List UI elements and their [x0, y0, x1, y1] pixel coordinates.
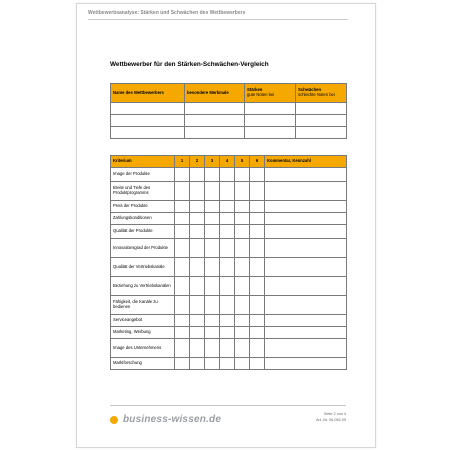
grade-cell[interactable] — [190, 225, 205, 239]
grade-cell[interactable] — [220, 213, 235, 225]
comment-cell[interactable] — [265, 182, 347, 201]
table-cell[interactable] — [245, 115, 296, 127]
grade-cell[interactable] — [220, 182, 235, 201]
grade-cell[interactable] — [235, 296, 250, 315]
grade-cell[interactable] — [190, 182, 205, 201]
comment-cell[interactable] — [265, 277, 347, 296]
col-header-grade-4: 4 — [220, 156, 235, 168]
article-number: Art.-Nr. 06.052.09 — [316, 418, 346, 423]
criteria-table-header — [111, 156, 347, 168]
table-cell[interactable] — [111, 103, 185, 115]
grade-cell[interactable] — [175, 358, 190, 370]
brand-logo — [110, 414, 221, 425]
grade-cell[interactable] — [250, 225, 265, 239]
grade-cell[interactable] — [190, 168, 205, 182]
grade-cell[interactable] — [250, 239, 265, 258]
grade-cell[interactable] — [220, 277, 235, 296]
col-header-name: Name des Wettbewerbers — [111, 84, 185, 103]
grade-cell[interactable] — [220, 201, 235, 213]
grade-cell[interactable] — [190, 315, 205, 327]
criterion-label: Image des Unternehmens — [111, 339, 175, 358]
col-header-schwaechen-sub: schlechte Noten bei — [298, 92, 335, 97]
col-header-staerken-sub: gute Noten bei — [247, 92, 275, 97]
table-row — [111, 182, 347, 201]
col-header-schwaechen-label: Schwächen — [298, 87, 322, 93]
grade-cell[interactable] — [175, 296, 190, 315]
criterion-label: Qualität der Vertriebskanäle — [111, 258, 175, 277]
table-cell[interactable] — [296, 127, 347, 139]
grade-cell[interactable] — [205, 296, 220, 315]
grade-cell[interactable] — [205, 339, 220, 358]
table-row — [111, 127, 347, 139]
footer-divider — [110, 405, 346, 406]
criterion-label: Breite und Tiefe des Produktprogramms — [111, 182, 175, 201]
grade-cell[interactable] — [235, 358, 250, 370]
criteria-table — [110, 155, 347, 370]
criterion-label: Serviceangebot — [111, 315, 175, 327]
comment-cell[interactable] — [265, 315, 347, 327]
col-header-kriterium: Kriterium — [111, 156, 175, 168]
grade-cell[interactable] — [220, 327, 235, 339]
grade-cell[interactable] — [220, 315, 235, 327]
grade-cell[interactable] — [190, 358, 205, 370]
competitor-table-header — [111, 84, 347, 103]
grade-cell[interactable] — [250, 296, 265, 315]
col-header-kommentar: Kommentar, Kennzahl — [265, 156, 347, 168]
grade-cell[interactable] — [220, 296, 235, 315]
table-row — [111, 103, 347, 115]
grade-cell[interactable] — [235, 168, 250, 182]
comment-cell[interactable] — [265, 339, 347, 358]
criterion-label: Qualität der Produkte — [111, 225, 175, 239]
col-header-staerken-label: Stärken — [247, 87, 263, 93]
grade-cell[interactable] — [235, 213, 250, 225]
comment-cell[interactable] — [265, 327, 347, 339]
criterion-label: Marketing, Werbung — [111, 327, 175, 339]
col-header-grade-1: 1 — [175, 156, 190, 168]
col-header-grade-5: 5 — [235, 156, 250, 168]
col-header-grade-3: 3 — [205, 156, 220, 168]
grade-cell[interactable] — [190, 277, 205, 296]
table-row — [111, 239, 347, 258]
grade-cell[interactable] — [220, 225, 235, 239]
grade-cell[interactable] — [175, 327, 190, 339]
table-row — [111, 115, 347, 127]
comment-cell[interactable] — [265, 296, 347, 315]
table-cell[interactable] — [111, 115, 185, 127]
table-row — [111, 277, 347, 296]
grade-cell[interactable] — [175, 239, 190, 258]
grade-cell[interactable] — [175, 201, 190, 213]
table-row — [111, 225, 347, 239]
grade-cell[interactable] — [175, 213, 190, 225]
criterion-label: Preis der Produkte — [111, 201, 175, 213]
comment-cell[interactable] — [265, 168, 347, 182]
grade-cell[interactable] — [205, 201, 220, 213]
table-row — [111, 358, 347, 370]
grade-cell[interactable] — [235, 277, 250, 296]
grade-cell[interactable] — [220, 258, 235, 277]
criterion-label: Marktforschung — [111, 358, 175, 370]
grade-cell[interactable] — [250, 201, 265, 213]
grade-cell[interactable] — [235, 182, 250, 201]
grade-cell[interactable] — [205, 277, 220, 296]
grade-cell[interactable] — [250, 327, 265, 339]
grade-cell[interactable] — [205, 258, 220, 277]
grade-cell[interactable] — [250, 182, 265, 201]
grade-cell[interactable] — [235, 225, 250, 239]
table-row — [111, 201, 347, 213]
table-row — [111, 258, 347, 277]
grade-cell[interactable] — [205, 168, 220, 182]
grade-cell[interactable] — [235, 327, 250, 339]
grade-cell[interactable] — [235, 339, 250, 358]
grade-cell[interactable] — [190, 239, 205, 258]
grade-cell[interactable] — [190, 213, 205, 225]
header-divider — [88, 19, 348, 20]
grade-cell[interactable] — [235, 239, 250, 258]
comment-cell[interactable] — [265, 201, 347, 213]
page-header: Wettbewerbsanalyse: Stärken und Schwächen des Wettbewerbers — [88, 10, 246, 16]
criterion-label: Image der Produkte — [111, 168, 175, 182]
grade-cell[interactable] — [175, 339, 190, 358]
grade-cell[interactable] — [250, 358, 265, 370]
section-title: Wettbewerber für den Stärken-Schwächen-Vergleich — [110, 61, 269, 68]
col-header-schwaechen — [296, 84, 347, 103]
col-header-grade-2: 2 — [190, 156, 205, 168]
table-cell[interactable] — [185, 115, 245, 127]
grade-cell[interactable] — [205, 225, 220, 239]
grade-cell[interactable] — [190, 339, 205, 358]
table-row — [111, 339, 347, 358]
col-header-staerken — [245, 84, 296, 103]
grade-cell[interactable] — [220, 168, 235, 182]
grade-cell[interactable] — [175, 182, 190, 201]
grade-cell[interactable] — [250, 339, 265, 358]
grade-cell[interactable] — [205, 182, 220, 201]
grade-cell[interactable] — [250, 168, 265, 182]
table-row — [111, 168, 347, 182]
grade-cell[interactable] — [205, 327, 220, 339]
grade-cell[interactable] — [175, 168, 190, 182]
table-cell[interactable] — [296, 103, 347, 115]
criterion-label: Beziehung zu Vertriebskanälen — [111, 277, 175, 296]
grade-cell[interactable] — [190, 327, 205, 339]
table-row — [111, 315, 347, 327]
grade-cell[interactable] — [175, 225, 190, 239]
table-cell[interactable] — [245, 127, 296, 139]
table-cell[interactable] — [185, 127, 245, 139]
grade-cell[interactable] — [250, 315, 265, 327]
criterion-label: Innovationsgrad der Produkte — [111, 239, 175, 258]
grade-cell[interactable] — [235, 201, 250, 213]
comment-cell[interactable] — [265, 213, 347, 225]
table-row — [111, 296, 347, 315]
grade-cell[interactable] — [220, 358, 235, 370]
table-cell[interactable] — [245, 103, 296, 115]
grade-cell[interactable] — [205, 213, 220, 225]
table-cell[interactable] — [111, 127, 185, 139]
table-cell[interactable] — [185, 103, 245, 115]
grade-cell[interactable] — [250, 213, 265, 225]
grade-cell[interactable] — [175, 315, 190, 327]
grade-cell[interactable] — [175, 258, 190, 277]
grade-cell[interactable] — [205, 358, 220, 370]
comment-cell[interactable] — [265, 239, 347, 258]
grade-cell[interactable] — [190, 201, 205, 213]
page-info — [316, 411, 346, 423]
grade-cell[interactable] — [205, 239, 220, 258]
page-number: Seite 2 von 4 — [323, 412, 346, 416]
table-cell[interactable] — [296, 115, 347, 127]
grade-cell[interactable] — [220, 339, 235, 358]
grade-cell[interactable] — [235, 258, 250, 277]
grade-cell[interactable] — [190, 258, 205, 277]
criteria-table-body — [111, 156, 347, 370]
comment-cell[interactable] — [265, 225, 347, 239]
logo-dot-icon — [110, 416, 118, 424]
grade-cell[interactable] — [250, 277, 265, 296]
comment-cell[interactable] — [265, 358, 347, 370]
table-row — [111, 213, 347, 225]
grade-cell[interactable] — [205, 315, 220, 327]
competitor-table — [110, 83, 347, 139]
comment-cell[interactable] — [265, 258, 347, 277]
grade-cell[interactable] — [250, 258, 265, 277]
grade-cell[interactable] — [175, 277, 190, 296]
criterion-label: Fähigkeit, die Kanäle zu bedienen — [111, 296, 175, 315]
col-header-merkmale: besondere Merkmale — [185, 84, 245, 103]
grade-cell[interactable] — [190, 296, 205, 315]
col-header-grade-6: 6 — [250, 156, 265, 168]
table-row — [111, 327, 347, 339]
logo-text: business-wissen.de — [123, 414, 222, 425]
grade-cell[interactable] — [235, 315, 250, 327]
grade-cell[interactable] — [220, 239, 235, 258]
criterion-label: Zahlungskonditionen — [111, 213, 175, 225]
